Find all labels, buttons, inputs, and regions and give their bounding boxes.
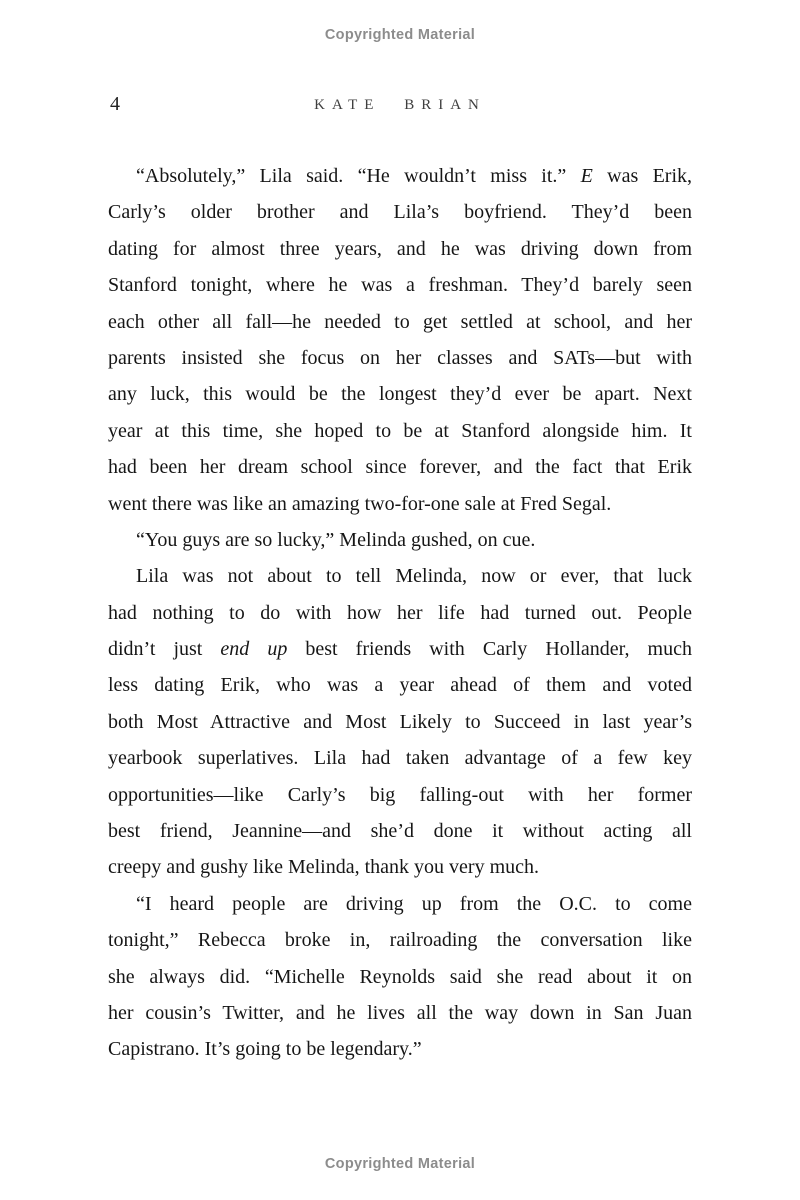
- text-line: parents insisted she focus on her classes and SATs—but with: [108, 346, 692, 369]
- text-line: “I heard people are driving up from the O.C. to come: [136, 892, 692, 915]
- text-line: dating for almost three years, and he was driving down from: [108, 237, 692, 260]
- text-line: less dating Erik, who was a year ahead of them and voted: [108, 674, 692, 697]
- text-line: opportunities—like Carly’s big falling-out with her former: [108, 783, 692, 806]
- text-line: Carly’s older brother and Lila’s boyfriend. They’d been: [108, 201, 692, 224]
- text-line: her cousin’s Twitter, and he lives all the way down in San Juan: [108, 1001, 692, 1024]
- copyright-notice-bottom: Copyrighted Material: [324, 1156, 476, 1172]
- text-line: Lila was not about to tell Melinda, now or ever, that luck: [136, 565, 692, 588]
- running-head: [108, 93, 692, 115]
- paragraph: [108, 558, 692, 886]
- text-line: had nothing to do with how her life had turned out. People: [108, 601, 692, 624]
- text-line: she always did. “Michelle Reynolds said she read about it on: [108, 965, 692, 988]
- text-line: tonight,” Rebecca broke in, railroading the conversation like: [108, 929, 692, 952]
- text-line: Stanford tonight, where he was a freshman. They’d barely seen: [108, 274, 692, 297]
- text-line: creepy and gushy like Melinda, thank you very much.: [108, 856, 539, 879]
- text-line: any luck, this would be the longest they’d ever be apart. Next: [108, 383, 692, 406]
- text-line: year at this time, she hoped to be at Stanford alongside him. It: [108, 419, 692, 442]
- text-line: each other all fall—he needed to get settled at school, and her: [108, 310, 692, 333]
- body-text: [108, 158, 692, 1068]
- text-line: yearbook superlatives. Lila had taken advantage of a few key: [108, 747, 692, 770]
- page-number: 4: [110, 93, 120, 115]
- text-line: went there was like an amazing two-for-one sale at Fred Segal.: [108, 492, 612, 515]
- copyright-notice-top: Copyrighted Material: [324, 27, 476, 43]
- text-line: had been her dream school since forever, and the fact that Erik: [108, 456, 692, 479]
- text-line: didn’t just end up best friends with Carly Hollander, much: [108, 638, 692, 661]
- text-line: “You guys are so lucky,” Melinda gushed, on cue.: [136, 528, 536, 551]
- paragraph: [108, 522, 692, 558]
- running-head-author: KATE BRIAN: [314, 97, 486, 113]
- paragraph: [108, 158, 692, 522]
- text-line: best friend, Jeannine—and she’d done it without acting all: [108, 820, 692, 843]
- text-line: “Absolutely,” Lila said. “He wouldn’t miss it.” E was Erik,: [136, 165, 692, 187]
- text-line: Capistrano. It’s going to be legendary.”: [108, 1038, 422, 1061]
- paragraph: [108, 886, 692, 1068]
- text-line: both Most Attractive and Most Likely to Succeed in last year’s: [108, 710, 692, 733]
